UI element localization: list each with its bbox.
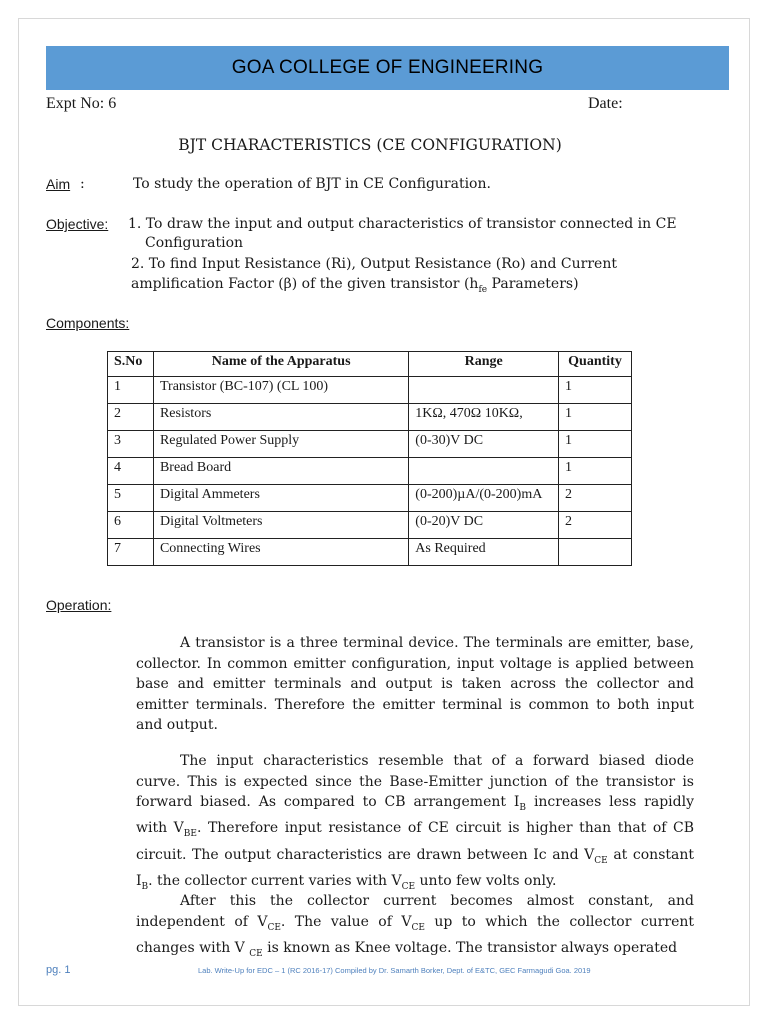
cell-quantity: 2 xyxy=(559,512,632,539)
operation-paragraph-3 xyxy=(136,891,694,964)
cell-sno: 1 xyxy=(108,377,154,404)
ib-subscript-2: B xyxy=(141,881,149,892)
cell-apparatus: Bread Board xyxy=(153,458,408,485)
cell-sno: 2 xyxy=(108,404,154,431)
vce-subscript-2: CE xyxy=(401,881,416,892)
vce-subscript-4: CE xyxy=(411,922,425,933)
header-quantity: Quantity xyxy=(559,352,632,377)
objective-line-2: Configuration xyxy=(145,235,244,251)
aim-label xyxy=(46,176,70,192)
cell-apparatus: Regulated Power Supply xyxy=(153,431,408,458)
aim-text: To study the operation of BJT in CE Configuration. xyxy=(133,176,491,192)
operation-p2-text-c: . Therefore input resistance of CE circuit is higher than that of CB circuit. The output characteristics are drawn between Ic and V xyxy=(136,820,695,863)
cell-quantity xyxy=(559,539,632,566)
footer-credit: Lab. Write-Up for EDC – 1 (RC 2016-17) Compiled by Dr. Samarth Borker, Dept. of E&TC, GEC Farmagudi Goa. 2019 xyxy=(198,966,591,975)
page-title: BJT CHARACTERISTICS (CE CONFIGURATION) xyxy=(178,136,562,154)
operation-label: Operation: xyxy=(46,597,112,613)
table-header-row xyxy=(108,352,632,377)
aim-colon: : xyxy=(80,176,85,192)
operation-p2-text-d: at constant I xyxy=(136,846,694,889)
college-banner: GOA COLLEGE OF ENGINEERING xyxy=(46,46,729,90)
table-row xyxy=(108,458,632,485)
objective-line-4 xyxy=(131,276,579,295)
cell-sno: 6 xyxy=(108,512,154,539)
cell-sno: 3 xyxy=(108,431,154,458)
objective-line-4-tail: Parameters) xyxy=(487,276,579,292)
operation-p3-text-c: up to which the collector current changes with V xyxy=(136,913,694,956)
cell-range: (0-20)V DC xyxy=(409,512,559,539)
table-row xyxy=(108,431,632,458)
cell-apparatus: Transistor (BC-107) (CL 100) xyxy=(153,377,408,404)
cell-apparatus: Digital Ammeters xyxy=(153,485,408,512)
cell-range: (0-30)V DC xyxy=(409,431,559,458)
table-row xyxy=(108,404,632,431)
cell-range: (0-200)µA/(0-200)mA xyxy=(409,485,559,512)
page-number: pg. 1 xyxy=(46,964,71,976)
cell-quantity: 1 xyxy=(559,431,632,458)
cell-range xyxy=(409,458,559,485)
operation-paragraph-1 xyxy=(136,633,694,736)
vbe-subscript: BE xyxy=(183,829,197,840)
cell-apparatus: Digital Voltmeters xyxy=(153,512,408,539)
cell-quantity: 1 xyxy=(559,377,632,404)
objective-hfe-subscript: fe xyxy=(478,284,488,295)
vce-subscript: CE xyxy=(594,855,608,866)
components-label: Components: xyxy=(46,315,130,331)
objective-line-1: 1. To draw the input and output characteristics of transistor connected in CE xyxy=(128,216,677,232)
operation-p2-text-f: unto few volts only. xyxy=(415,872,557,889)
vce-subscript-3: CE xyxy=(267,922,281,933)
objective-line-3: 2. To find Input Resistance (Ri), Output Resistance (Ro) and Current xyxy=(131,256,617,272)
date-label: Date: xyxy=(588,95,623,112)
aim-label-text: Aim xyxy=(46,176,71,192)
cell-apparatus: Resistors xyxy=(153,404,408,431)
operation-paragraph-2 xyxy=(136,751,694,897)
ib-subscript: B xyxy=(519,802,527,813)
objective-label: Objective: xyxy=(46,216,109,232)
table-row xyxy=(108,512,632,539)
cell-quantity: 1 xyxy=(559,458,632,485)
header-sno: S.No xyxy=(108,352,154,377)
operation-p3-text-d: is known as Knee voltage. The transistor always operated xyxy=(262,939,678,956)
cell-sno: 7 xyxy=(108,539,154,566)
operation-p1-text: A transistor is a three terminal device. The terminals are emitter, base, collector. In common emitter configuration, input voltage is applied between base and emitter terminals and output is taken across the collector and emitter terminals. Therefore the emitter terminal is common to both input and output. xyxy=(136,635,694,733)
cell-sno: 4 xyxy=(108,458,154,485)
cell-range xyxy=(409,377,559,404)
cell-quantity: 2 xyxy=(559,485,632,512)
cell-range: 1KΩ, 470Ω 10KΩ, xyxy=(409,404,559,431)
operation-p2-text: The input characteristics resemble that of a forward biased diode curve. This is expected since the Base-Emitter junction of the transistor is forward biased. As compared to CB arrangement I xyxy=(136,753,694,810)
table-row xyxy=(108,377,632,404)
table-row xyxy=(108,539,632,566)
table-row xyxy=(108,485,632,512)
cell-apparatus: Connecting Wires xyxy=(153,539,408,566)
cell-sno: 5 xyxy=(108,485,154,512)
operation-p2-text-e: . the collector current varies with V xyxy=(148,872,402,889)
components-table xyxy=(107,351,632,566)
vce-subscript-5: CE xyxy=(249,948,263,959)
cell-range: As Required xyxy=(409,539,559,566)
operation-p2-text-b: increases less rapidly with V xyxy=(136,794,694,837)
header-range: Range xyxy=(409,352,559,377)
operation-p3-text: After this the collector current becomes almost constant, and independent of V xyxy=(136,893,694,930)
experiment-number: Expt No: 6 xyxy=(46,95,117,112)
cell-quantity: 1 xyxy=(559,404,632,431)
objective-line-4-text: amplification Factor (β) of the given transistor (h xyxy=(131,276,479,292)
header-apparatus: Name of the Apparatus xyxy=(153,352,408,377)
operation-p3-text-b: . The value of V xyxy=(280,913,412,930)
